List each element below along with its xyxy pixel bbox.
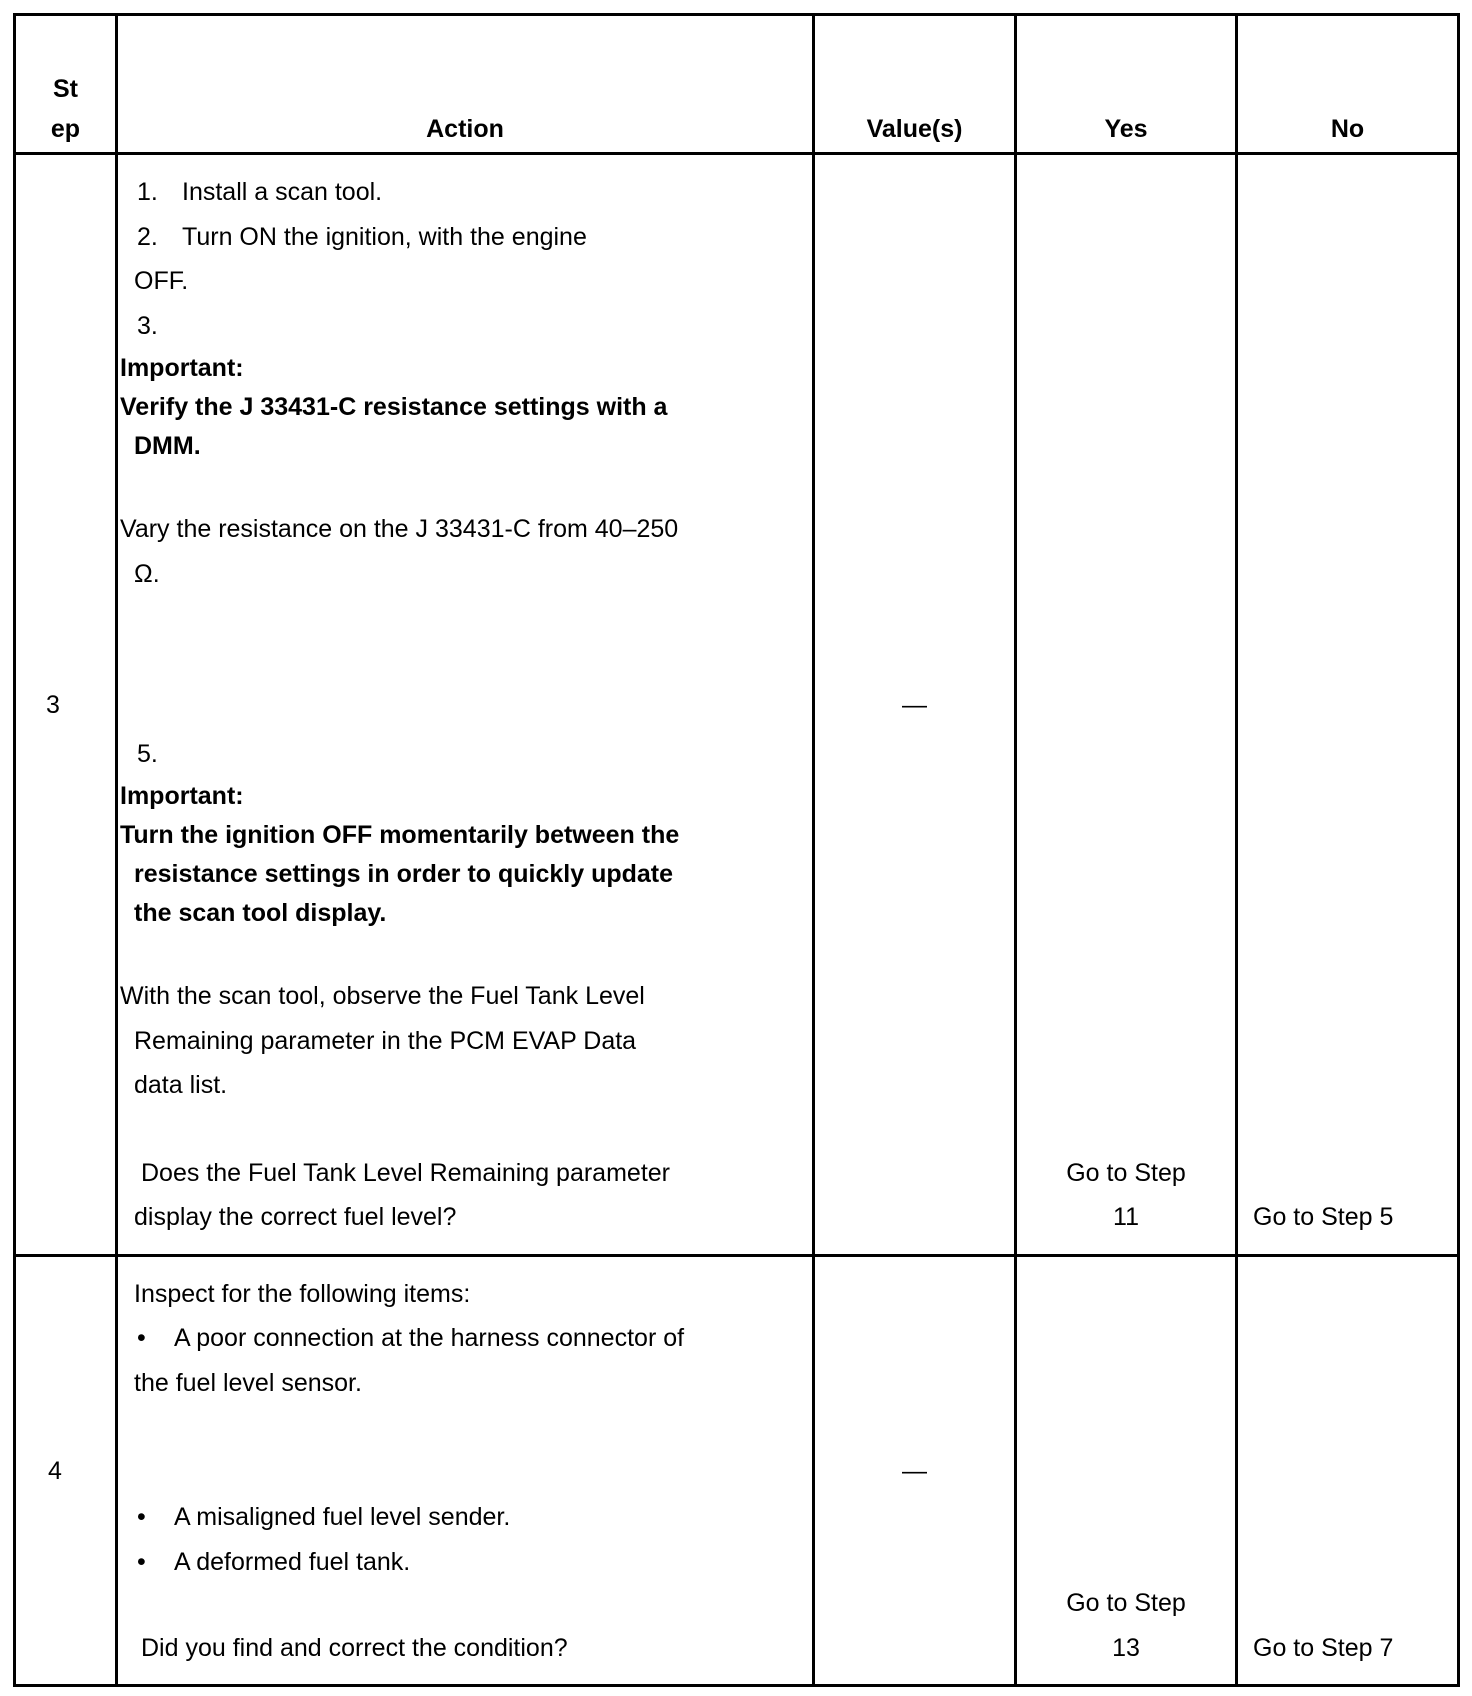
yes-goto-step-number[interactable]: 11 [1113, 1203, 1139, 1231]
bullet: • [137, 1503, 146, 1531]
column-divider-action [812, 13, 815, 1687]
no-goto-step[interactable]: Go to Step 7 [1253, 1634, 1394, 1662]
action-text: Install a scan tool. [182, 178, 383, 206]
question-text: Does the Fuel Tank Level Remaining parameter [141, 1159, 670, 1187]
column-divider-step [115, 13, 118, 1687]
list-item-number: 1. [137, 178, 158, 206]
no-goto-step[interactable]: Go to Step 5 [1253, 1203, 1394, 1231]
list-item-number: 2. [137, 223, 158, 251]
bullet: • [137, 1548, 146, 1576]
important-label: Important: [120, 782, 244, 810]
column-divider-yes [1235, 13, 1238, 1687]
important-note: resistance settings in order to quickly update [134, 860, 674, 888]
important-note: DMM. [134, 432, 201, 460]
header-divider [13, 152, 1460, 155]
action-text: A poor connection at the harness connector of [174, 1324, 685, 1352]
important-note: the scan tool display. [134, 899, 387, 927]
action-text: Vary the resistance on the J 33431-C from 40–250 [120, 515, 679, 543]
action-text: Remaining parameter in the PCM EVAP Data [134, 1027, 637, 1055]
row-divider [13, 1254, 1460, 1257]
important-label: Important: [120, 354, 244, 382]
action-text: the fuel level sensor. [134, 1369, 362, 1397]
action-text: data list. [134, 1071, 228, 1099]
value-cell: — [902, 691, 927, 719]
important-note: Verify the J 33431-C resistance settings with a [120, 393, 668, 421]
header-no: No [1330, 115, 1365, 143]
column-divider-values [1014, 13, 1017, 1687]
header-step-line1: St [53, 75, 78, 103]
question-text: display the correct fuel level? [134, 1203, 457, 1231]
action-text: A misaligned fuel level sender. [174, 1503, 511, 1531]
list-item-number: 5. [137, 740, 158, 768]
bullet: • [137, 1324, 146, 1352]
table-border-left [13, 13, 16, 1687]
important-note: Turn the ignition OFF momentarily between the [120, 821, 680, 849]
action-text: A deformed fuel tank. [174, 1548, 411, 1576]
action-text: OFF. [134, 267, 189, 295]
step-number: 3 [46, 691, 60, 719]
question-text: Did you find and correct the condition? [141, 1634, 568, 1662]
action-text: Ω. [134, 560, 160, 588]
yes-goto-step[interactable]: Go to Step [1066, 1159, 1186, 1187]
header-action: Action [426, 115, 504, 143]
action-text: Inspect for the following items: [134, 1280, 471, 1308]
action-text: Turn ON the ignition, with the engine [182, 223, 587, 251]
header-step-line2: ep [50, 115, 81, 143]
table-border-top [13, 13, 1460, 16]
header-values: Value(s) [866, 115, 963, 143]
action-text: With the scan tool, observe the Fuel Tank Level [120, 982, 645, 1010]
step-number: 4 [48, 1457, 62, 1485]
value-cell: — [902, 1457, 927, 1485]
yes-goto-step[interactable]: Go to Step [1066, 1589, 1186, 1617]
table-border-right [1457, 13, 1460, 1687]
header-yes: Yes [1104, 115, 1148, 143]
list-item-number: 3. [137, 312, 158, 340]
yes-goto-step-number[interactable]: 13 [1112, 1634, 1140, 1662]
table-border-bottom [13, 1684, 1460, 1687]
